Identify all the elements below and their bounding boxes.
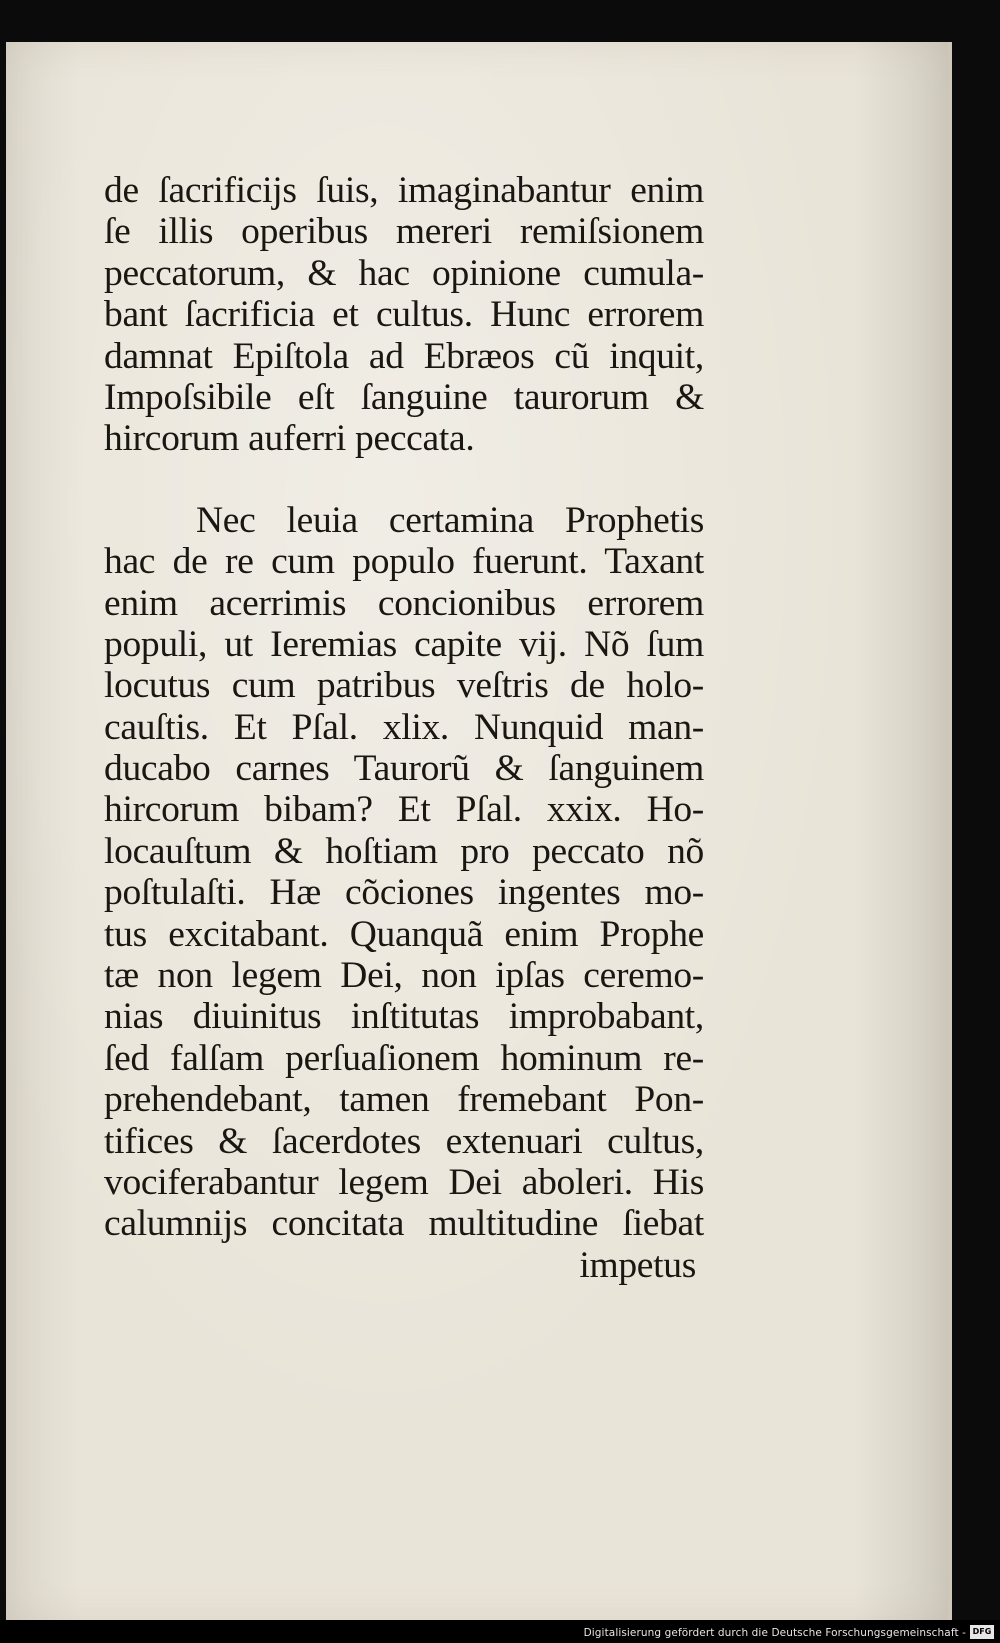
page-text — [104, 170, 704, 1286]
text-line: enim acerrimis concionibus errorem — [104, 582, 704, 624]
footer-bar — [0, 1620, 1000, 1643]
paragraph-gap — [104, 460, 704, 500]
text-line: cauſtis. Et Pſal. xlix. Nunquid man- — [104, 706, 704, 748]
funding-credit: Digitalisierung gefördert durch die Deutsche Forschungsgemeinschaft - — [583, 1627, 966, 1639]
text-line: tus excitabant. Quanquã enim Prophe — [104, 913, 704, 955]
text-line: peccatorum, & hac opinione cumula- — [104, 252, 704, 294]
book-page — [6, 42, 952, 1620]
text-line: prehendebant, tamen fremebant Pon- — [104, 1079, 704, 1121]
text-line: Nec leuia certamina Prophetis — [196, 499, 704, 541]
text-line: nias diuinitus inſtitutas improbabant, — [104, 996, 704, 1038]
text-line: tæ non legem Dei, non ipſas ceremo- — [104, 955, 704, 997]
text-line: locauſtum & hoſtiam pro peccato nõ — [104, 830, 704, 872]
text-line: vociferabantur legem Dei aboleri. His — [104, 1161, 704, 1203]
text-line: ducabo carnes Taurorũ & ſanguinem — [104, 748, 704, 790]
text-line: hircorum auferri peccata. — [104, 418, 475, 460]
dfg-logo: DFG — [970, 1625, 994, 1639]
text-line: hac de re cum populo fuerunt. Taxant — [104, 541, 704, 583]
text-line: locutus cum patribus veſtris de holo- — [104, 665, 704, 707]
text-line: tifices & ſacerdotes extenuari cultus, — [104, 1120, 704, 1162]
text-line: Impoſsibile eſt ſanguine taurorum & — [104, 376, 704, 418]
text-line: calumnijs concitata multitudine ſiebat — [104, 1203, 704, 1245]
text-line: poſtulaſti. Hæ cõciones ingentes mo- — [104, 872, 704, 914]
text-line: ſe illis operibus mereri remiſsionem — [104, 211, 704, 253]
text-line: bant ſacrificia et cultus. Hunc errorem — [104, 294, 704, 336]
text-line: populi, ut Ieremias capite vij. Nõ ſum — [104, 623, 704, 665]
text-line: hircorum bibam? Et Pſal. xxix. Ho- — [104, 789, 704, 831]
text-line: de ſacrificijs ſuis, imaginabantur enim — [104, 170, 704, 211]
text-line: damnat Epiſtola ad Ebræos cũ inquit, — [104, 335, 704, 377]
text-line: ſed falſam perſuaſionem hominum re- — [104, 1037, 704, 1079]
catchword: impetus — [579, 1244, 696, 1286]
